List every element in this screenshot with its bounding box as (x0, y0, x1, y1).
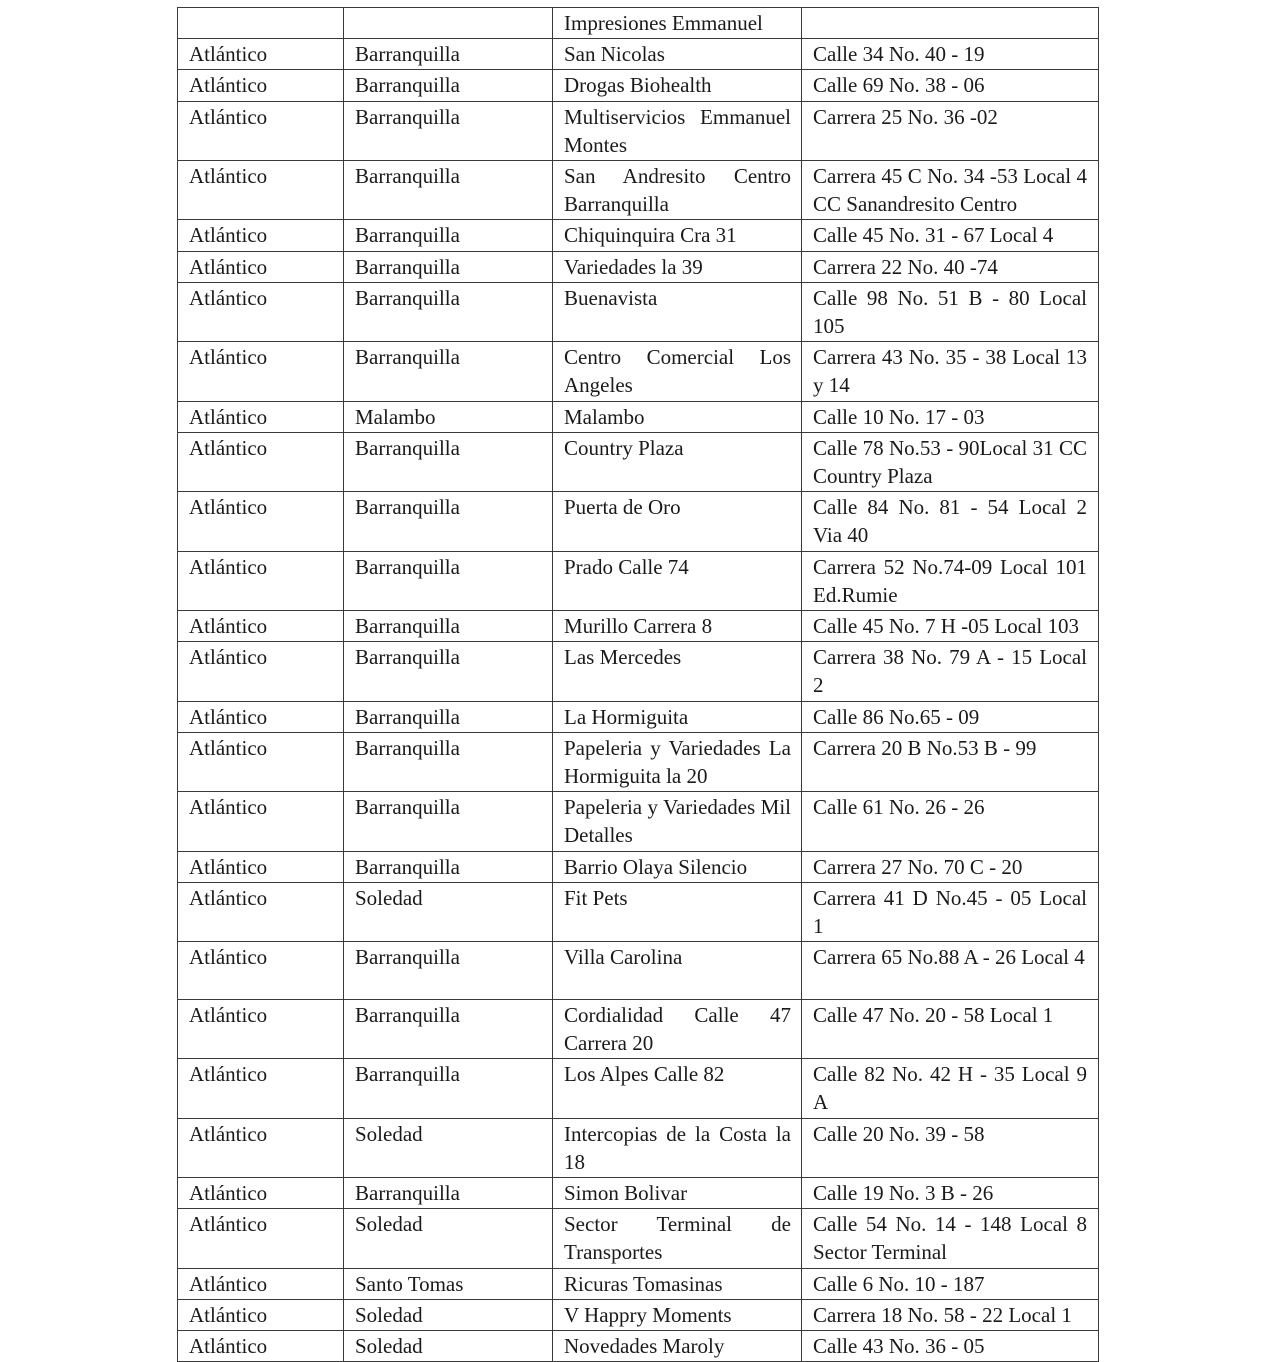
city-cell: Barranquilla (344, 220, 553, 251)
address-cell: Carrera 43 No. 35 - 38 Local 13 y 14 (802, 342, 1099, 401)
table-row (178, 1059, 1099, 1118)
table-row (178, 882, 1099, 941)
address-cell: Calle 20 No. 39 - 58 (802, 1118, 1099, 1177)
city-cell: Barranquilla (344, 642, 553, 701)
address-cell: Calle 43 No. 36 - 05 (802, 1331, 1099, 1362)
department-cell: Atlántico (178, 1209, 344, 1268)
store-name-cell: Impresiones Emmanuel (553, 8, 802, 39)
department-cell: Atlántico (178, 39, 344, 70)
address-cell: Calle 47 No. 20 - 58 Local 1 (802, 999, 1099, 1058)
city-cell (344, 8, 553, 39)
department-cell: Atlántico (178, 401, 344, 432)
city-cell: Barranquilla (344, 611, 553, 642)
address-cell (802, 8, 1099, 39)
store-name-cell: Papeleria y Variedades Mil Detalles (553, 792, 802, 851)
address-cell: Calle 98 No. 51 B - 80 Local 105 (802, 282, 1099, 341)
store-name-cell: Centro Comercial Los Angeles (553, 342, 802, 401)
store-name-cell: La Hormiguita (553, 701, 802, 732)
department-cell: Atlántico (178, 611, 344, 642)
address-cell: Carrera 45 C No. 34 -53 Local 4 CC Sanandresito Centro (802, 161, 1099, 220)
city-cell: Barranquilla (344, 701, 553, 732)
table-row (178, 161, 1099, 220)
department-cell: Atlántico (178, 551, 344, 610)
department-cell: Atlántico (178, 642, 344, 701)
address-cell: Carrera 22 No. 40 -74 (802, 251, 1099, 282)
table-row (178, 732, 1099, 791)
table-row (178, 1178, 1099, 1209)
city-cell: Soledad (344, 1299, 553, 1330)
address-cell: Carrera 25 No. 36 -02 (802, 101, 1099, 160)
table-row (178, 432, 1099, 491)
department-cell: Atlántico (178, 1059, 344, 1118)
city-cell: Barranquilla (344, 161, 553, 220)
store-name-cell: V Happry Moments (553, 1299, 802, 1330)
table-row (178, 101, 1099, 160)
department-cell (178, 8, 344, 39)
address-cell: Calle 34 No. 40 - 19 (802, 39, 1099, 70)
store-name-cell: Chiquinquira Cra 31 (553, 220, 802, 251)
department-cell: Atlántico (178, 1331, 344, 1362)
table-row (178, 1209, 1099, 1268)
store-name-cell: Sector Terminal de Transportes (553, 1209, 802, 1268)
city-cell: Barranquilla (344, 251, 553, 282)
city-cell: Barranquilla (344, 492, 553, 551)
department-cell: Atlántico (178, 492, 344, 551)
address-cell: Carrera 20 B No.53 B - 99 (802, 732, 1099, 791)
table-row (178, 999, 1099, 1058)
address-cell: Calle 86 No.65 - 09 (802, 701, 1099, 732)
city-cell: Malambo (344, 401, 553, 432)
city-cell: Barranquilla (344, 732, 553, 791)
city-cell: Barranquilla (344, 282, 553, 341)
city-cell: Soledad (344, 882, 553, 941)
address-cell: Calle 78 No.53 - 90Local 31 CC Country Plaza (802, 432, 1099, 491)
table-row (178, 39, 1099, 70)
city-cell: Barranquilla (344, 942, 553, 1000)
department-cell: Atlántico (178, 792, 344, 851)
city-cell: Barranquilla (344, 432, 553, 491)
table-row (178, 792, 1099, 851)
table-row (178, 611, 1099, 642)
address-cell: Calle 10 No. 17 - 03 (802, 401, 1099, 432)
city-cell: Barranquilla (344, 39, 553, 70)
department-cell: Atlántico (178, 1178, 344, 1209)
table-row (178, 251, 1099, 282)
store-name-cell: Papeleria y Variedades La Hormiguita la 20 (553, 732, 802, 791)
store-name-cell: Buenavista (553, 282, 802, 341)
table-row (178, 70, 1099, 101)
city-cell: Barranquilla (344, 1059, 553, 1118)
table-row (178, 492, 1099, 551)
department-cell: Atlántico (178, 701, 344, 732)
address-cell: Calle 45 No. 7 H -05 Local 103 (802, 611, 1099, 642)
table-row (178, 551, 1099, 610)
department-cell: Atlántico (178, 1299, 344, 1330)
address-cell: Calle 45 No. 31 - 67 Local 4 (802, 220, 1099, 251)
address-cell: Calle 69 No. 38 - 06 (802, 70, 1099, 101)
store-name-cell: Fit Pets (553, 882, 802, 941)
city-cell: Barranquilla (344, 551, 553, 610)
store-name-cell: Malambo (553, 401, 802, 432)
store-name-cell: Prado Calle 74 (553, 551, 802, 610)
store-name-cell: Las Mercedes (553, 642, 802, 701)
table-row (178, 342, 1099, 401)
department-cell: Atlántico (178, 1118, 344, 1177)
city-cell: Barranquilla (344, 792, 553, 851)
table-row (178, 401, 1099, 432)
address-cell: Calle 54 No. 14 - 148 Local 8 Sector Terminal (802, 1209, 1099, 1268)
department-cell: Atlántico (178, 251, 344, 282)
table-row (178, 8, 1099, 39)
store-name-cell: San Nicolas (553, 39, 802, 70)
store-name-cell: Drogas Biohealth (553, 70, 802, 101)
table-row (178, 1299, 1099, 1330)
city-cell: Barranquilla (344, 1178, 553, 1209)
address-cell: Carrera 52 No.74-09 Local 101 Ed.Rumie (802, 551, 1099, 610)
department-cell: Atlántico (178, 732, 344, 791)
address-cell: Calle 6 No. 10 - 187 (802, 1268, 1099, 1299)
table-row (178, 942, 1099, 1000)
city-cell: Barranquilla (344, 101, 553, 160)
table-row (178, 642, 1099, 701)
store-name-cell: Simon Bolivar (553, 1178, 802, 1209)
city-cell: Barranquilla (344, 342, 553, 401)
store-name-cell: Cordialidad Calle 47 Carrera 20 (553, 999, 802, 1058)
department-cell: Atlántico (178, 282, 344, 341)
address-cell: Carrera 41 D No.45 - 05 Local 1 (802, 882, 1099, 941)
address-cell: Calle 82 No. 42 H - 35 Local 9 A (802, 1059, 1099, 1118)
department-cell: Atlántico (178, 1268, 344, 1299)
table-row (178, 1118, 1099, 1177)
store-name-cell: Puerta de Oro (553, 492, 802, 551)
city-cell: Barranquilla (344, 70, 553, 101)
locations-table-body (178, 8, 1099, 1362)
store-name-cell: Murillo Carrera 8 (553, 611, 802, 642)
store-name-cell: Novedades Maroly (553, 1331, 802, 1362)
department-cell: Atlántico (178, 342, 344, 401)
address-cell: Carrera 18 No. 58 - 22 Local 1 (802, 1299, 1099, 1330)
department-cell: Atlántico (178, 101, 344, 160)
department-cell: Atlántico (178, 161, 344, 220)
address-cell: Calle 84 No. 81 - 54 Local 2 Via 40 (802, 492, 1099, 551)
department-cell: Atlántico (178, 432, 344, 491)
address-cell: Carrera 65 No.88 A - 26 Local 4 (802, 942, 1099, 1000)
department-cell: Atlántico (178, 220, 344, 251)
store-name-cell: Barrio Olaya Silencio (553, 851, 802, 882)
table-row (178, 220, 1099, 251)
store-name-cell: Country Plaza (553, 432, 802, 491)
store-name-cell: Ricuras Tomasinas (553, 1268, 802, 1299)
table-row (178, 701, 1099, 732)
address-cell: Carrera 27 No. 70 C - 20 (802, 851, 1099, 882)
address-cell: Calle 19 No. 3 B - 26 (802, 1178, 1099, 1209)
store-name-cell: Villa Carolina (553, 942, 802, 1000)
store-name-cell: Variedades la 39 (553, 251, 802, 282)
department-cell: Atlántico (178, 70, 344, 101)
table-row (178, 851, 1099, 882)
city-cell: Barranquilla (344, 851, 553, 882)
table-row (178, 282, 1099, 341)
table-row (178, 1268, 1099, 1299)
table-row (178, 1331, 1099, 1362)
locations-table (177, 7, 1099, 1362)
address-cell: Calle 61 No. 26 - 26 (802, 792, 1099, 851)
city-cell: Barranquilla (344, 999, 553, 1058)
store-name-cell: Multiservicios Emmanuel Montes (553, 101, 802, 160)
department-cell: Atlántico (178, 942, 344, 1000)
city-cell: Soledad (344, 1118, 553, 1177)
department-cell: Atlántico (178, 999, 344, 1058)
department-cell: Atlántico (178, 851, 344, 882)
city-cell: Soledad (344, 1331, 553, 1362)
store-name-cell: San Andresito Centro Barranquilla (553, 161, 802, 220)
store-name-cell: Los Alpes Calle 82 (553, 1059, 802, 1118)
store-name-cell: Intercopias de la Costa la 18 (553, 1118, 802, 1177)
city-cell: Santo Tomas (344, 1268, 553, 1299)
department-cell: Atlántico (178, 882, 344, 941)
address-cell: Carrera 38 No. 79 A - 15 Local 2 (802, 642, 1099, 701)
city-cell: Soledad (344, 1209, 553, 1268)
